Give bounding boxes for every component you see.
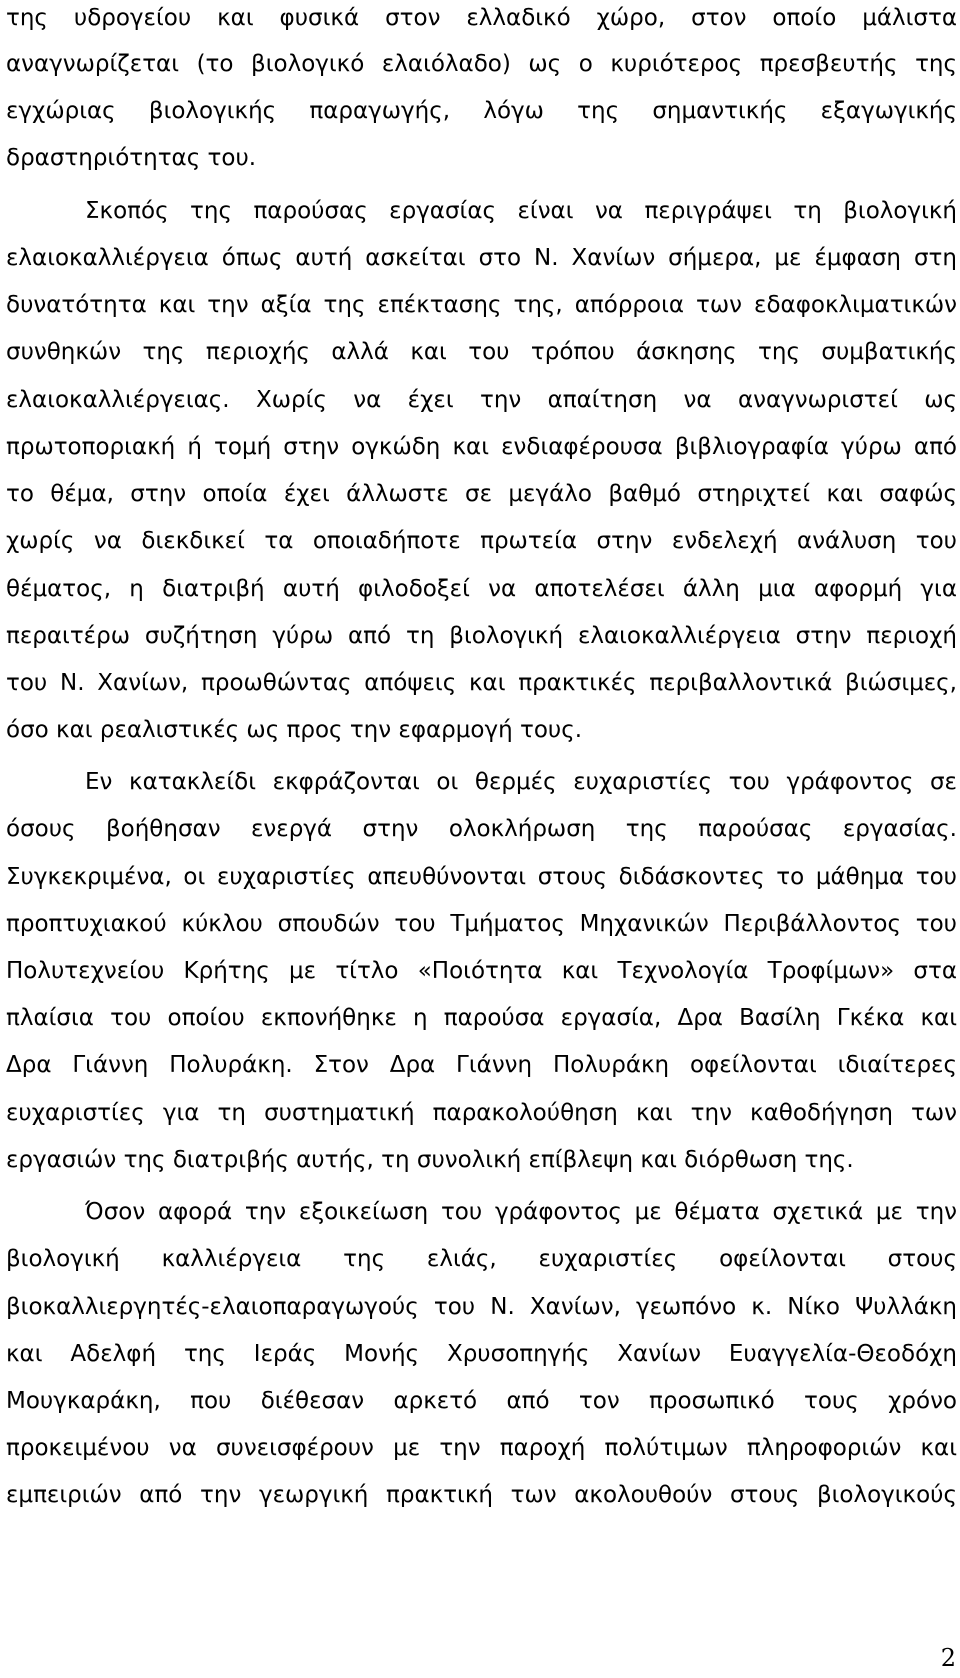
text-line: Μουγκαράκη, που διέθεσαν αρκετό από τον προσωπικό τους χρόνο: [6, 1388, 957, 1414]
text-line: ελαιοκαλλιέργειας. Χωρίς να έχει την απαίτηση να αναγνωριστεί ως: [6, 387, 957, 413]
text-line: εγχώριας βιολογικής παραγωγής, λόγω της σημαντικής εξαγωγικής: [6, 98, 957, 124]
text-line: Όσον αφορά την εξοικείωση του γράφοντος με θέματα σχετικά με την: [85, 1199, 957, 1225]
text-line: Δρα Γιάννη Πολυράκη. Στον Δρα Γιάννη Πολυράκη οφείλονται ιδιαίτερες: [6, 1052, 957, 1078]
text-line: βιολογική καλλιέργεια της ελιάς, ευχαριστίες οφείλονται στους: [6, 1246, 957, 1272]
text-line: όσους βοήθησαν ενεργά στην ολοκλήρωση της παρούσας εργασίας.: [6, 816, 957, 842]
text-line: της υδρογείου και φυσικά στον ελλαδικό χώρο, στον οποίο μάλιστα: [6, 5, 957, 31]
text-line: Σκοπός της παρούσας εργασίας είναι να περιγράψει τη βιολογική: [85, 198, 957, 224]
text-line: προκειμένου να συνεισφέρουν με την παροχή πολύτιμων πληροφοριών και: [6, 1435, 957, 1461]
text-line: χωρίς να διεκδικεί τα οποιαδήποτε πρωτεία στην ενδελεχή ανάλυση του: [6, 528, 957, 554]
text-line: αναγνωρίζεται (το βιολογικό ελαιόλαδο) ως ο κυριότερος πρεσβευτής της: [6, 51, 957, 77]
text-line: θέματος, η διατριβή αυτή φιλοδοξεί να αποτελέσει άλλη μια αφορμή για: [6, 576, 957, 602]
text-line: εργασιών της διατριβής αυτής, τη συνολική επίβλεψη και διόρθωση της.: [6, 1147, 854, 1173]
text-line: ελαιοκαλλιέργεια όπως αυτή ασκείται στο Ν. Χανίων σήμερα, με έμφαση στη: [6, 245, 957, 271]
text-line: το θέμα, στην οποία έχει άλλωστε σε μεγάλο βαθμό στηριχτεί και σαφώς: [6, 481, 957, 507]
text-line: και Αδελφή της Ιεράς Μονής Χρυσοπηγής Χανίων Ευαγγελία-Θεοδόχη: [6, 1341, 957, 1367]
text-line: πλαίσια του οποίου εκπονήθηκε η παρούσα εργασία, Δρα Βασίλη Γκέκα και: [6, 1005, 957, 1031]
text-line: συνθηκών της περιοχής αλλά και του τρόπου άσκησης της συμβατικής: [6, 339, 957, 365]
page-number: 2: [940, 1644, 956, 1672]
text-line: του Ν. Χανίων, προωθώντας απόψεις και πρακτικές περιβαλλοντικά βιώσιμες,: [6, 670, 957, 696]
text-line: όσο και ρεαλιστικές ως προς την εφαρμογή τους.: [6, 717, 583, 743]
text-line: πρωτοποριακή ή τομή στην ογκώδη και ενδιαφέρουσα βιβλιογραφία γύρω από: [6, 434, 957, 460]
text-line: δυνατότητα και την αξία της επέκτασης της, απόρροια των εδαφοκλιματικών: [6, 292, 957, 318]
text-line: βιοκαλλιεργητές-ελαιοπαραγωγούς του Ν. Χανίων, γεωπόνο κ. Νίκο Ψυλλάκη: [6, 1294, 957, 1320]
text-line: Εν κατακλείδι εκφράζονται οι θερμές ευχαριστίες του γράφοντος σε: [85, 769, 957, 795]
text-line: περαιτέρω συζήτηση γύρω από τη βιολογική ελαιοκαλλιέργεια στην περιοχή: [6, 623, 957, 649]
text-line: εμπειριών από την γεωργική πρακτική των ακολουθούν στους βιολογικούς: [6, 1482, 957, 1508]
text-line: Συγκεκριμένα, οι ευχαριστίες απευθύνονται στους διδάσκοντες το μάθημα του: [6, 864, 957, 890]
text-line: ευχαριστίες για τη συστηματική παρακολούθηση και την καθοδήγηση των: [6, 1100, 957, 1126]
text-line: προπτυχιακού κύκλου σπουδών του Τμήματος Μηχανικών Περιβάλλοντος του: [6, 911, 957, 937]
text-line: Πολυτεχνείου Κρήτης με τίτλο «Ποιότητα και Τεχνολογία Τροφίμων» στα: [6, 958, 957, 984]
text-line: δραστηριότητας του.: [6, 145, 257, 171]
